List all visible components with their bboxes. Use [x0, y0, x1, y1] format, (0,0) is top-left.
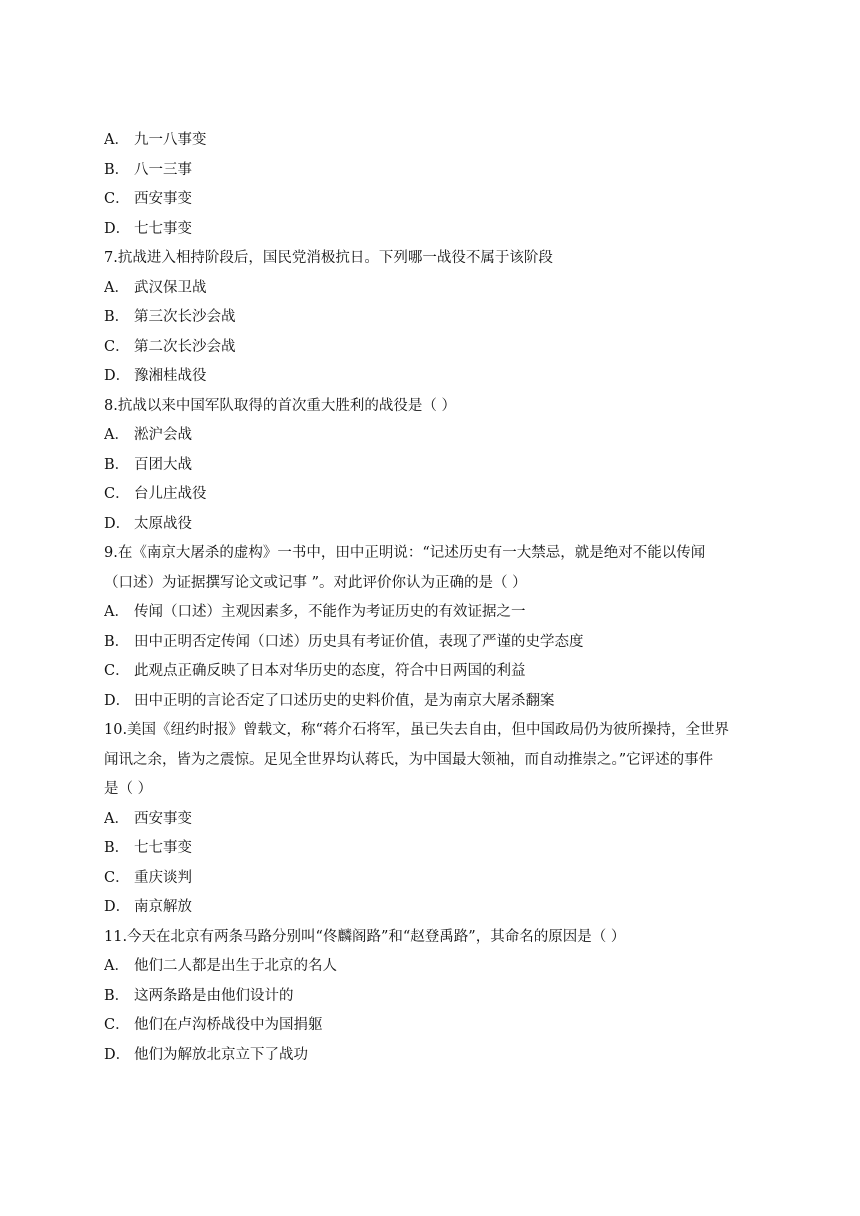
option-text: 九一八事变 — [134, 132, 207, 148]
question-text: 10.美国《纽约时报》曾载文，称“蒋介石将军，虽已失去自由，但中国政局仍为彼所操持，全世界 — [104, 722, 729, 738]
option-text: 七七事变 — [134, 840, 192, 856]
question-text: 11.今天在北京有两条马路分别叫“佟麟阁路”和“赵登禹路”，其命名的原因是（ ） — [104, 928, 626, 945]
option-letter: B． — [104, 633, 130, 650]
option-letter: B． — [104, 161, 130, 178]
question-text: 9.在《南京大屠杀的虚构》一书中，田中正明说：“记述历史有一大禁忌，就是绝对不能以传闻 — [104, 545, 706, 561]
option-text: 八一三事 — [134, 161, 192, 178]
option-text: 田中正明的言论否定了口述历史的史料价值，是为南京大屠杀翻案 — [134, 692, 555, 709]
option-text: 百团大战 — [134, 456, 192, 473]
answer-option — [104, 598, 764, 628]
answer-option — [104, 274, 764, 304]
option-letter: A． — [104, 958, 129, 974]
option-letter: A． — [104, 132, 129, 148]
answer-option — [104, 421, 764, 451]
option-text: 太原战役 — [134, 515, 192, 532]
answer-option — [104, 657, 764, 687]
option-letter: B． — [104, 840, 130, 856]
answer-option — [104, 834, 764, 864]
answer-option — [104, 303, 764, 333]
option-text: 田中正明否定传闻（口述）历史具有考证价值，表现了严谨的史学态度 — [134, 633, 584, 650]
answer-option — [104, 628, 764, 658]
question-text: 8.抗战以来中国军队取得的首次重大胜利的战役是（ ） — [104, 397, 456, 414]
option-text: 他们在卢沟桥战役中为国捐躯 — [134, 1017, 323, 1033]
option-letter: D． — [104, 692, 131, 709]
option-letter: D． — [104, 368, 131, 384]
option-letter: A． — [104, 279, 129, 296]
option-letter: C． — [104, 486, 130, 502]
option-text: 七七事变 — [134, 220, 192, 237]
answer-option — [104, 805, 764, 835]
option-letter: B． — [104, 987, 130, 1004]
answer-option — [104, 687, 764, 717]
question-text: 是（ ） — [104, 781, 153, 797]
answer-option — [104, 362, 764, 392]
option-text: 传闻（口述）主观因素多，不能作为考证历史的有效证据之一 — [134, 604, 526, 620]
option-text: 重庆谈判 — [134, 869, 192, 886]
answer-option — [104, 1011, 764, 1041]
question-text: 闻讯之余，皆为之震惊。足见全世界均认蒋氏，为中国最大领袖，而自动推崇之。”它评述的事件 — [104, 751, 714, 768]
option-letter: C． — [104, 663, 130, 679]
option-letter: C． — [104, 191, 130, 207]
option-text: 豫湘桂战役 — [134, 368, 207, 384]
answer-option — [104, 510, 764, 540]
answer-option — [104, 893, 764, 923]
option-letter: C． — [104, 1017, 130, 1033]
option-letter: A． — [104, 810, 129, 827]
answer-option — [104, 126, 764, 156]
option-letter: C． — [104, 338, 130, 355]
option-letter: D． — [104, 220, 131, 237]
option-text: 第三次长沙会战 — [134, 309, 236, 325]
question-list — [104, 126, 764, 1070]
answer-option — [104, 480, 764, 510]
option-letter: D． — [104, 1046, 131, 1063]
option-text: 淞沪会战 — [134, 427, 192, 443]
answer-option — [104, 185, 764, 215]
option-letter: A． — [104, 427, 129, 443]
option-text: 此观点正确反映了日本对华历史的态度，符合中日两国的利益 — [134, 663, 526, 679]
answer-option — [104, 333, 764, 363]
option-text: 台儿庄战役 — [134, 486, 207, 502]
option-letter: A． — [104, 604, 129, 620]
question-text: （口述）为证据撰写论文或记事 ”。对此评价你认为正确的是（ ） — [104, 574, 527, 591]
answer-option — [104, 1041, 764, 1071]
option-letter: B． — [104, 456, 130, 473]
option-letter: D． — [104, 515, 131, 532]
question-text: 7.抗战进入相持阶段后，国民党消极抗日。下列哪一战役不属于该阶段 — [104, 250, 553, 266]
option-text: 南京解放 — [134, 899, 192, 915]
option-letter: D． — [104, 899, 131, 915]
answer-option — [104, 864, 764, 894]
option-text: 武汉保卫战 — [134, 279, 207, 296]
option-letter: B． — [104, 309, 130, 325]
answer-option — [104, 156, 764, 186]
option-text: 西安事变 — [134, 810, 192, 827]
answer-option — [104, 982, 764, 1012]
option-text: 他们二人都是出生于北京的名人 — [134, 958, 337, 974]
answer-option — [104, 215, 764, 245]
option-text: 西安事变 — [134, 191, 192, 207]
option-text: 他们为解放北京立下了战功 — [134, 1046, 308, 1063]
answer-option — [104, 952, 764, 982]
option-letter: C． — [104, 869, 130, 886]
option-text: 第二次长沙会战 — [134, 338, 236, 355]
option-text: 这两条路是由他们设计的 — [134, 987, 294, 1004]
answer-option — [104, 451, 764, 481]
